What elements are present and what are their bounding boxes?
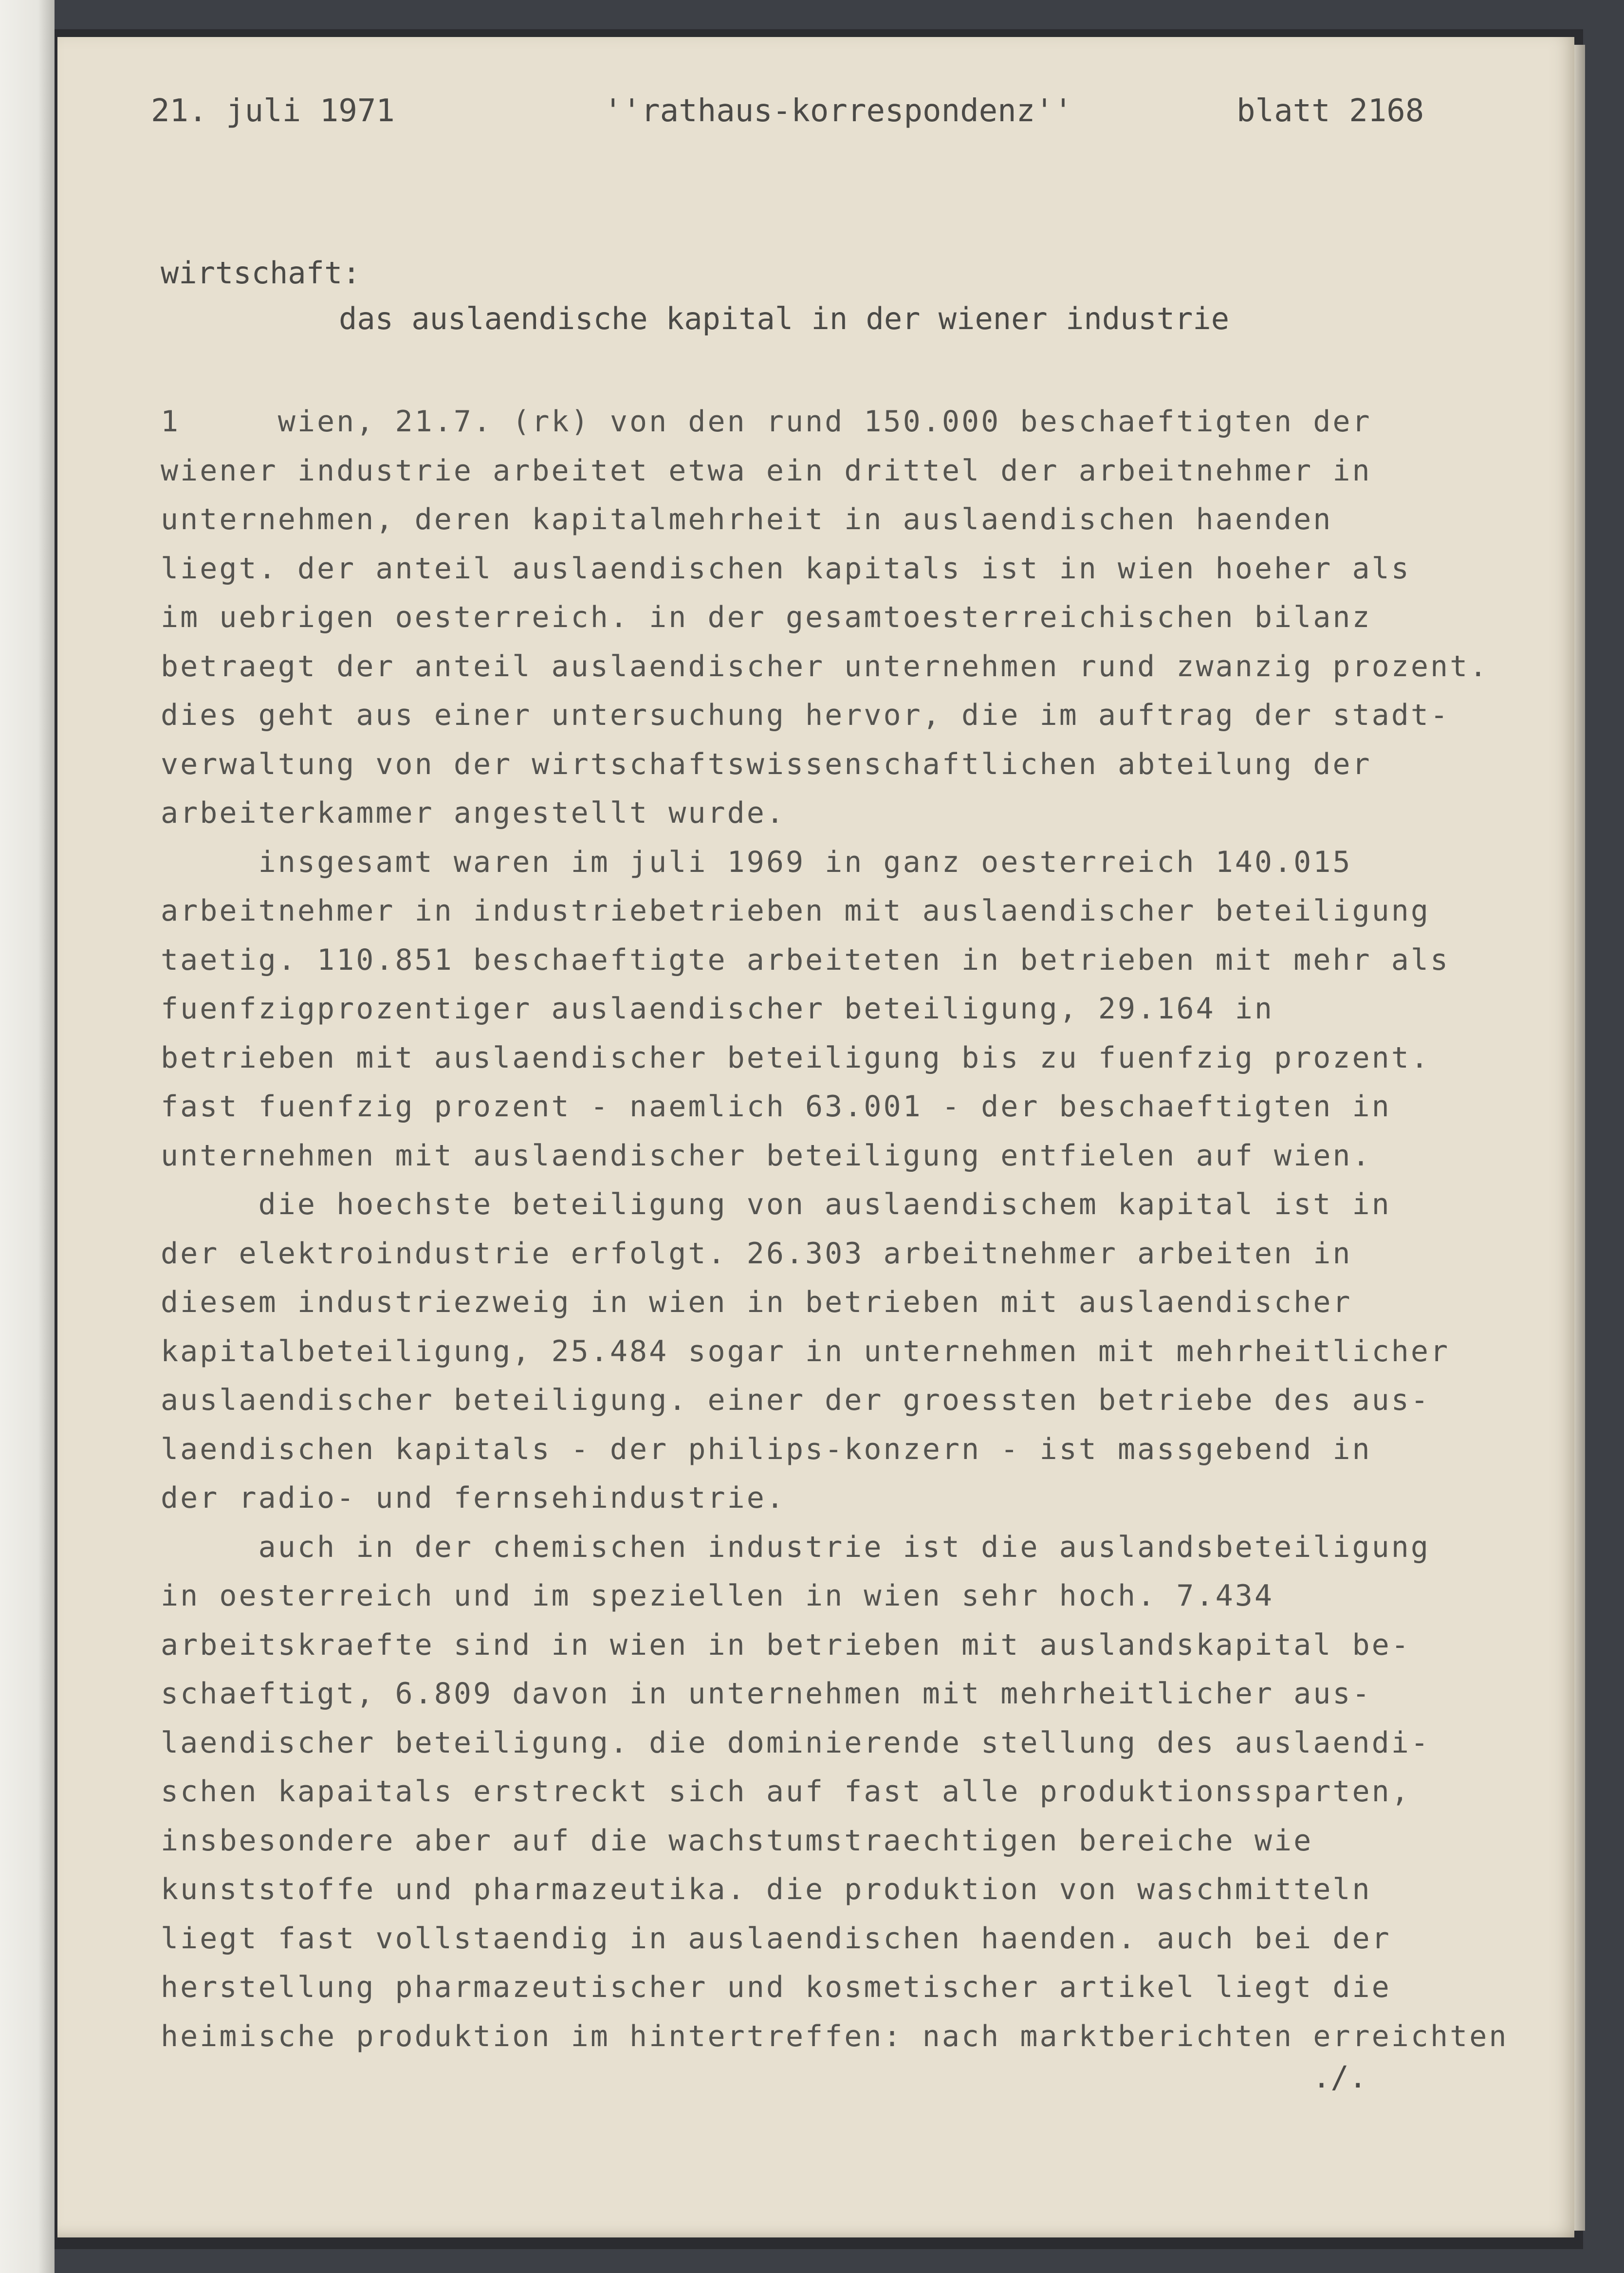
body-line: liegt. der anteil auslaendischen kapitals ist in wien hoeher als <box>161 551 1411 586</box>
body-line: der elektroindustrie erfolgt. 26.303 arbeitnehmer arbeiten in <box>161 1236 1352 1271</box>
body-line: taetig. 110.851 beschaeftigte arbeiteten in betrieben mit mehr als <box>161 942 1450 977</box>
body-line: betraegt der anteil auslaendischer unternehmen rund zwanzig prozent. <box>161 649 1489 684</box>
body-line: im uebrigen oesterreich. in der gesamtoesterreichischen bilanz <box>161 600 1372 634</box>
body-line: kapitalbeteiligung, 25.484 sogar in unternehmen mit mehrheitlicher <box>161 1334 1450 1368</box>
body-line: die hoechste beteiligung von auslaendischem kapital ist in <box>161 1187 1391 1221</box>
body-line: herstellung pharmazeutischer und kosmetischer artikel liegt die <box>161 1970 1391 2004</box>
page-side-edge <box>1574 45 1585 2231</box>
body-line: laendischer beteiligung. die dominierende stellung des auslaendi- <box>161 1725 1430 1760</box>
body-line: 1 wien, 21.7. (rk) von den rund 150.000 beschaeftigten der <box>161 405 1372 439</box>
header-date: 21. juli 1971 <box>151 93 395 129</box>
body-line: auch in der chemischen industrie ist die auslandsbeteiligung <box>161 1530 1430 1564</box>
body-line: arbeitnehmer in industriebetrieben mit auslaendischer beteiligung <box>161 894 1430 928</box>
header-publication-title: ''rathaus-korrespondenz'' <box>604 93 1073 129</box>
body-line: in oesterreich und im speziellen in wien sehr hoch. 7.434 <box>161 1579 1274 1613</box>
body-line: liegt fast vollstaendig in auslaendischen haenden. auch bei der <box>161 1921 1391 1956</box>
continuation-mark: ./. <box>1312 2059 1367 2095</box>
body-line: auslaendischer beteiligung. einer der groessten betriebe des aus- <box>161 1383 1430 1417</box>
body-line: heimische produktion im hintertreffen: nach marktberichten erreichten <box>161 2019 1509 2053</box>
body-line: fast fuenfzig prozent - naemlich 63.001 - der beschaeftigten in <box>161 1090 1391 1124</box>
body-line: laendischen kapitals - der philips-konzern - ist massgebend in <box>161 1432 1372 1466</box>
body-line: insgesamt waren im juli 1969 in ganz oesterreich 140.015 <box>161 845 1352 879</box>
body-line: arbeiterkammer angestellt wurde. <box>161 796 786 830</box>
body-line: schaeftigt, 6.809 davon in unternehmen mit mehrheitlicher aus- <box>161 1677 1372 1711</box>
section-label: wirtschaft: <box>161 255 361 291</box>
body-line: schen kapaitals erstreckt sich auf fast alle produktionssparten, <box>161 1774 1411 1809</box>
body-line: unternehmen, deren kapitalmehrheit in auslaendischen haenden <box>161 502 1333 536</box>
body-line: arbeitskraefte sind in wien in betrieben mit auslandskapital be- <box>161 1627 1411 1662</box>
body-line: insbesondere aber auf die wachstumstraechtigen bereiche wie <box>161 1823 1313 1858</box>
body-line: der radio- und fernsehindustrie. <box>161 1481 786 1515</box>
body-line: diesem industriezweig in wien in betrieben mit auslaendischer <box>161 1285 1352 1319</box>
header-sheet-number: blatt 2168 <box>1236 93 1424 129</box>
body-line: kunststoffe und pharmazeutika. die produktion von waschmitteln <box>161 1872 1372 1906</box>
body-line: unternehmen mit auslaendischer beteiligung entfielen auf wien. <box>161 1138 1372 1173</box>
body-line: verwaltung von der wirtschaftswissenschaftlichen abteilung der <box>161 747 1372 781</box>
article-body <box>161 397 1533 2061</box>
adjacent-page-edge <box>0 0 55 2273</box>
body-line: fuenfzigprozentiger auslaendischer beteiligung, 29.164 in <box>161 992 1274 1026</box>
body-line: betrieben mit auslaendischer beteiligung bis zu fuenfzig prozent. <box>161 1040 1430 1075</box>
body-line: wiener industrie arbeitet etwa ein drittel der arbeitnehmer in <box>161 453 1372 488</box>
article-headline: das auslaendische kapital in der wiener industrie <box>339 301 1230 336</box>
body-line: dies geht aus einer untersuchung hervor, die im auftrag der stadt- <box>161 698 1450 732</box>
